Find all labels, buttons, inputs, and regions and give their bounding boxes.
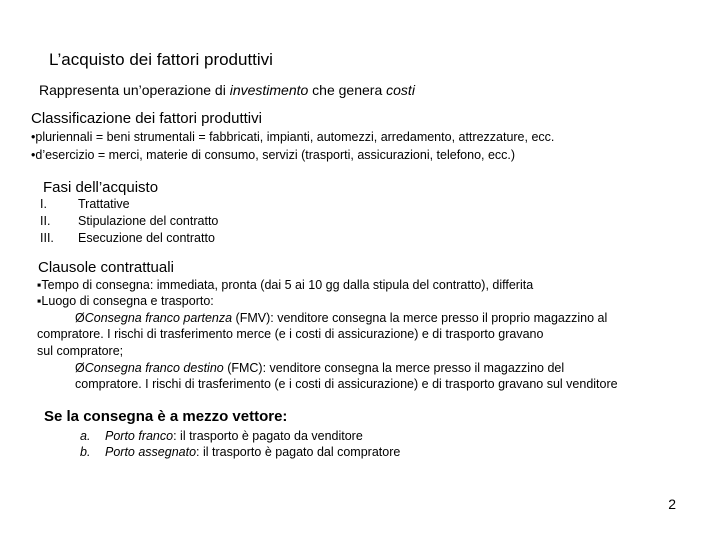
vettore-heading: Se la consegna è a mezzo vettore: (44, 408, 288, 425)
clausole-tempo-consegna: ▪Tempo di consegna: immediata, pronta (dai 5 ai 10 gg dalla stipula del contratto), differita (37, 278, 534, 292)
subtitle-em-investimento: investimento (229, 82, 309, 98)
vettore-item-b-em: Porto assegnato (105, 445, 197, 459)
fasi-item-2-text: Stipulazione del contratto (78, 214, 219, 228)
clausole-fmc-em: Consegna franco destino (84, 361, 224, 375)
classificazione-heading: Classificazione dei fattori produttivi (31, 110, 262, 127)
vettore-item-b (80, 445, 400, 459)
fasi-item-3 (40, 231, 215, 245)
vettore-item-a-rest: : il trasporto è pagato da venditore (173, 429, 363, 443)
clausole-fmc-rest: (FMC): venditore consegna la merce presso il magazzino del (223, 361, 565, 375)
fasi-item-1 (40, 197, 130, 211)
page-number: 2 (668, 496, 676, 512)
fasi-item-3-text: Esecuzione del contratto (78, 231, 215, 245)
vettore-item-b-rest: : il trasporto è pagato dal compratore (196, 445, 401, 459)
fasi-item-2 (40, 214, 218, 228)
vettore-item-a-letter: a. (80, 429, 91, 443)
classificazione-item-pluriennali: •pluriennali = beni strumentali = fabbricati, impianti, automezzi, arredamento, attrezzature, ecc. (31, 130, 555, 144)
page-title: L’acquisto dei fattori produttivi (49, 50, 273, 69)
arrow-icon: Ø (75, 311, 85, 325)
arrow-icon: Ø (75, 361, 85, 375)
clausole-fmv-rest: (FMV): venditore consegna la merce presso il proprio magazzino al (232, 311, 608, 325)
subtitle-em-costi: costi (386, 82, 415, 98)
vettore-item-a (80, 429, 363, 443)
vettore-item-b-letter: b. (80, 445, 91, 459)
clausole-fmv-line1 (75, 311, 607, 325)
fasi-item-1-num: I. (40, 197, 47, 211)
clausole-heading: Clausole contrattuali (38, 259, 174, 276)
clausole-fmv-em: Consegna franco partenza (84, 311, 233, 325)
subtitle (39, 82, 415, 98)
fasi-item-1-text: Trattative (78, 197, 130, 211)
fasi-item-2-num: II. (40, 214, 51, 228)
subtitle-middle: che genera (308, 82, 387, 98)
vettore-item-a-em: Porto franco (105, 429, 174, 443)
clausole-luogo-consegna: ▪Luogo di consegna e trasporto: (37, 294, 214, 308)
subtitle-prefix: Rappresenta un’operazione di (39, 82, 230, 98)
fasi-item-3-num: III. (40, 231, 54, 245)
clausole-fmv-line3: sul compratore; (37, 344, 124, 358)
clausole-fmc-line2: compratore. I rischi di trasferimento (e i costi di assicurazione) e di trasporto gravano sul venditore (75, 377, 618, 391)
fasi-heading: Fasi dell’acquisto (43, 179, 159, 196)
classificazione-item-esercizio: •d’esercizio = merci, materie di consumo, servizi (trasporti, assicurazioni, telefono, ecc.) (31, 148, 516, 162)
clausole-fmc-line1 (75, 361, 564, 375)
clausole-fmv-line2: compratore. I rischi di trasferimento merce (e i costi di assicurazione) e di trasporto gravano (37, 327, 544, 341)
